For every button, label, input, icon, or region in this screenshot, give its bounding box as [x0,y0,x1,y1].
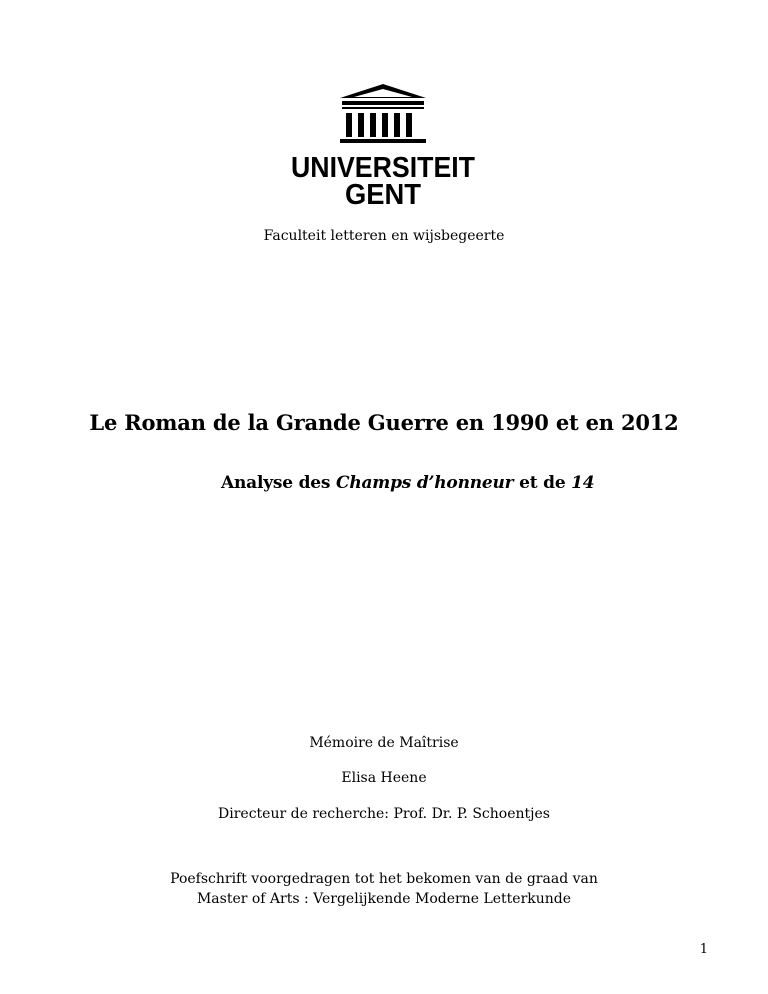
thesis-title: Le Roman de la Grande Guerre en 1990 et en 2012 [89,410,679,435]
thesis-subtitle [221,472,594,494]
university-logo [288,82,478,208]
university-building-icon [288,82,478,208]
document-type: Mémoire de Maîtrise [309,735,459,751]
subtitle-work-1: Champs d’honneur [336,473,514,493]
subtitle-work-2: 14 [571,473,595,493]
degree-statement-line-2: Master of Arts : Vergelijkende Moderne Letterkunde [196,891,572,907]
author-name: Elisa Heene [341,770,427,786]
page-number: 1 [699,942,708,957]
degree-statement-line-1: Poefschrift voorgedragen tot het bekomen van de graad van [170,871,598,887]
logo-wordmark-line1: UNIVERSITEIT [291,152,476,184]
faculty-name: Faculteit letteren en wijsbegeerte [263,228,505,244]
subtitle-prefix: Analyse des [221,473,336,493]
research-director: Directeur de recherche: Prof. Dr. P. Schoentjes [218,806,550,822]
subtitle-middle: et de [513,473,572,493]
logo-wordmark-line2: GENT [345,179,422,208]
